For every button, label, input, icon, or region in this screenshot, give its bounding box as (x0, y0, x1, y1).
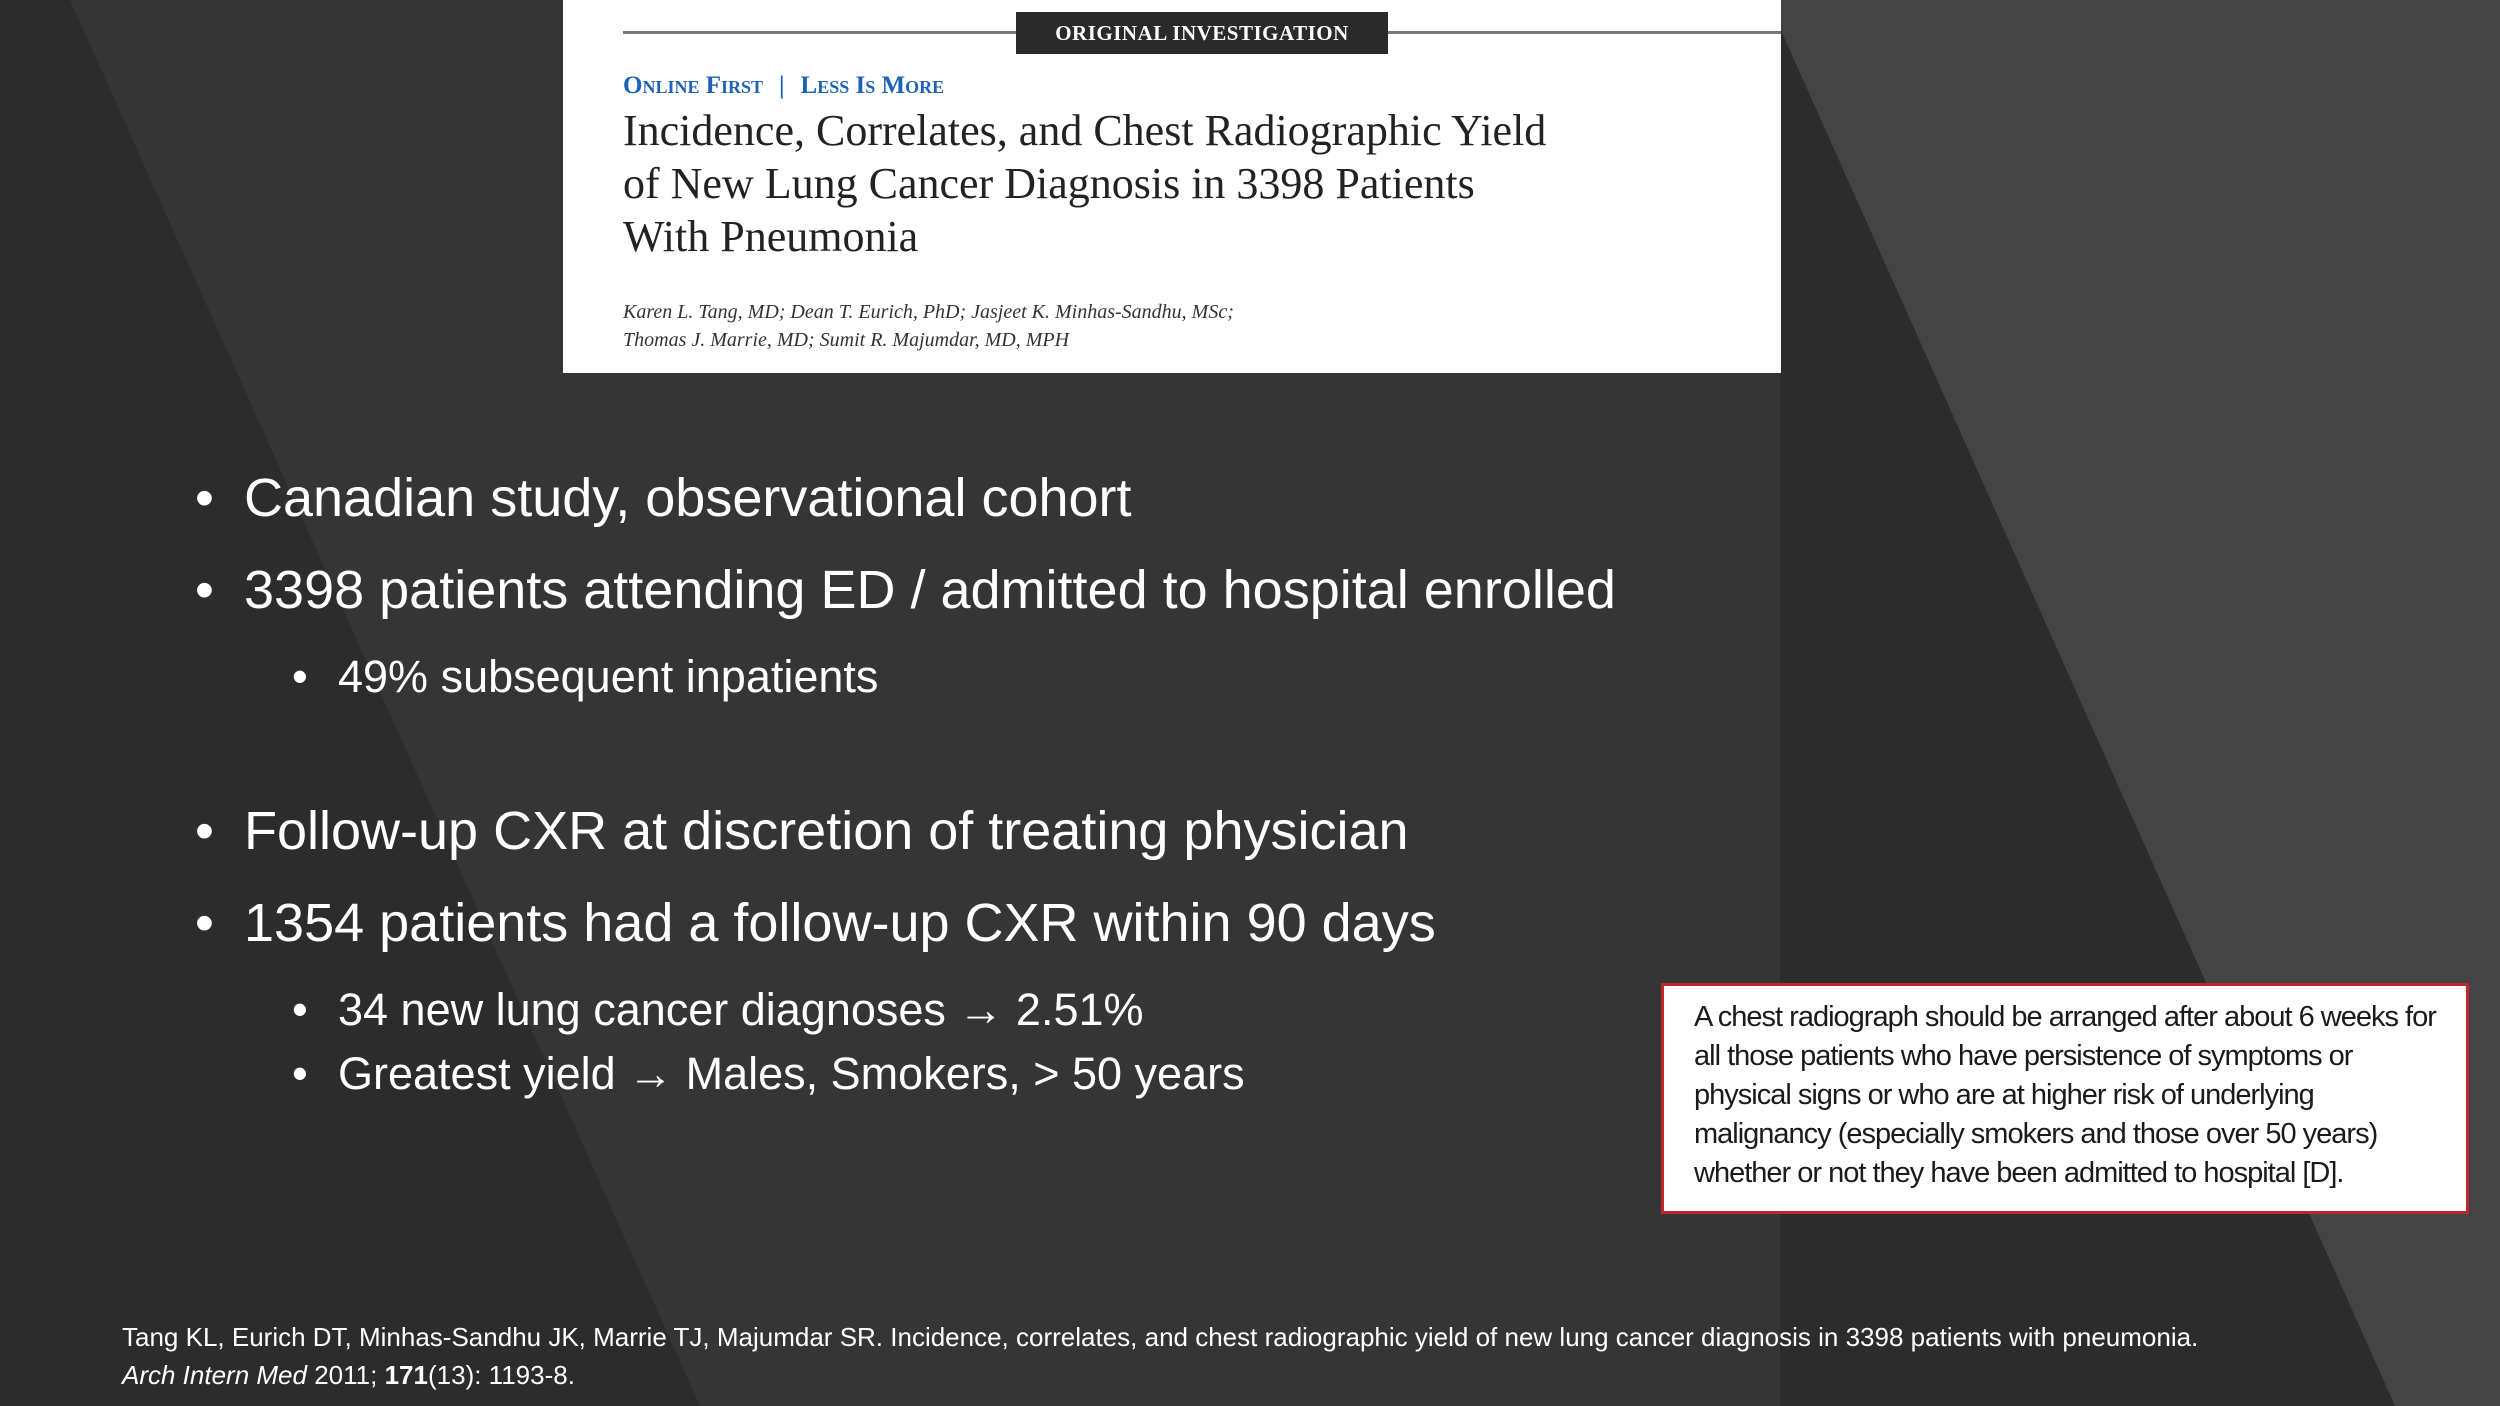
kicker-online-first: Online First (623, 72, 764, 99)
bullet-text: 1354 patients had a follow-up CXR within 90 days (244, 893, 1436, 953)
bullet-text: Follow-up CXR at discretion of treating physician (244, 801, 1409, 861)
bullet-list (195, 465, 1695, 1110)
citation-source (122, 1356, 2452, 1394)
article-title-line: of New Lung Cancer Diagnosis in 3398 Patients (623, 159, 1475, 208)
kicker-separator: | (779, 72, 785, 99)
kicker-less-is-more: Less Is More (800, 72, 945, 99)
bullet-dot: • (195, 560, 214, 620)
article-title-line: Incidence, Correlates, and Chest Radiographic Yield (623, 106, 1547, 155)
authors-line: Karen L. Tang, MD; Dean T. Eurich, PhD; Jasjeet K. Minhas-Sandhu, MSc; (623, 301, 1234, 323)
bullet-dot: • (195, 468, 214, 528)
citation-year: 2011; (314, 1360, 378, 1390)
citation-line: Tang KL, Eurich DT, Minhas-Sandhu JK, Marrie TJ, Majumdar SR. Incidence, correlates, and chest radiographic yield of new lung cancer diagnosis in 3398 patients with pneumonia. (122, 1322, 2199, 1352)
sub-bullet-dot: • (292, 1048, 308, 1099)
journal-article-header (563, 0, 1781, 373)
bullet-item (195, 557, 1695, 649)
sub-bullet-text: 49% subsequent inpatients (338, 651, 879, 702)
sub-bullet-dot: • (292, 651, 308, 702)
article-title-line: With Pneumonia (623, 212, 919, 261)
citation-reference (122, 1318, 2452, 1394)
sub-bullet-text: 34 new lung cancer diagnoses → 2.51% (338, 984, 1144, 1035)
article-type-badge: ORIGINAL INVESTIGATION (1016, 12, 1388, 54)
bullet-dot: • (195, 893, 214, 953)
sub-bullet-item (195, 982, 1695, 1046)
sub-bullet-text: Greatest yield → Males, Smokers, > 50 years (338, 1048, 1245, 1099)
sub-bullet-item (195, 1046, 1695, 1110)
bullet-text: 3398 patients attending ED / admitted to hospital enrolled (244, 560, 1616, 620)
guideline-quote-box (1661, 983, 2469, 1214)
guideline-quote-text: A chest radiograph should be arranged after about 6 weeks for all those patients who have persistence of symptoms or physical signs or who are at higher risk of underlying malignancy (especially smokers and those over 50 years) whether or not they have been admitted to hospital [D]. (1694, 1001, 2436, 1189)
bullet-gap (195, 713, 1695, 798)
article-authors (623, 298, 1773, 354)
bullet-item (195, 890, 1695, 982)
citation-issue-pages: (13): 1193-8. (427, 1360, 575, 1390)
bullet-text: Canadian study, observational cohort (244, 468, 1132, 528)
sub-bullet-dot: • (292, 984, 308, 1035)
authors-line: Thomas J. Marrie, MD; Sumit R. Majumdar, MD, MPH (623, 329, 1070, 351)
sub-bullet-item (195, 649, 1695, 713)
article-title (623, 104, 1773, 263)
citation-volume: 171 (384, 1360, 428, 1390)
article-kicker (623, 72, 944, 100)
bullet-item (195, 798, 1695, 890)
citation-journal: Arch Intern Med (122, 1360, 307, 1390)
bullet-dot: • (195, 801, 214, 861)
bullet-item (195, 465, 1695, 557)
